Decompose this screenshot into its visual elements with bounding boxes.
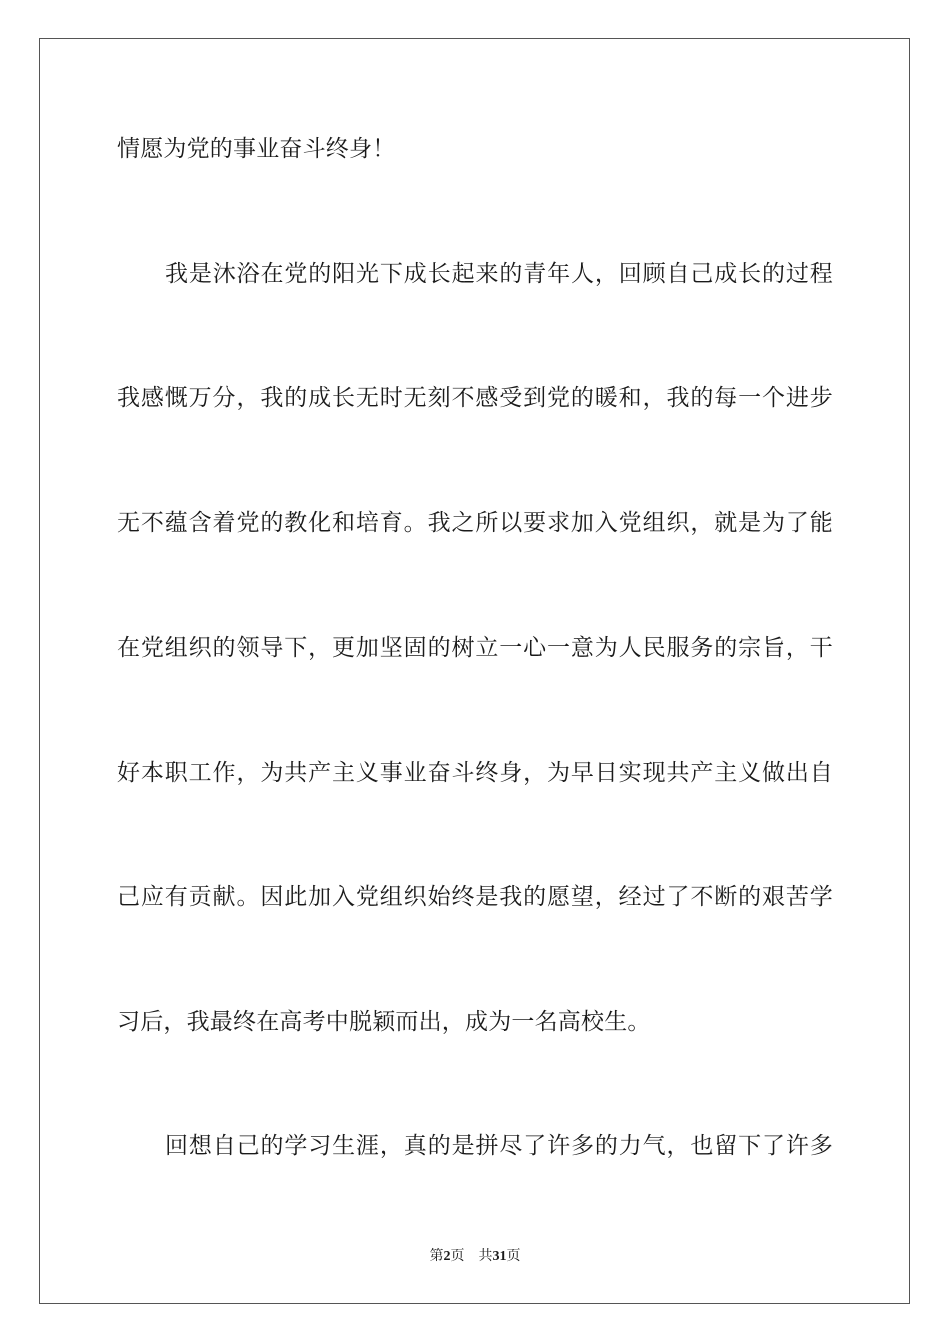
page-border — [39, 38, 910, 1304]
text-line-5: 在党组织的领导下，更加坚固的树立一心一意为人民服务的宗旨，干 — [117, 635, 833, 661]
total-prefix: 共 — [478, 1248, 493, 1264]
text-line-2: 我是沐浴在党的阳光下成长起来的青年人，回顾自己成长的过程 — [165, 261, 833, 287]
text-line-3: 我感慨万分，我的成长无时无刻不感受到党的暖和，我的每一个进步 — [117, 385, 833, 411]
text-line-1: 情愿为党的事业奋斗终身！ — [117, 136, 396, 162]
total-suffix: 页 — [506, 1248, 521, 1264]
page-suffix: 页 — [450, 1248, 465, 1264]
page-number: 2 — [443, 1249, 451, 1264]
text-line-7: 己应有贡献。因此加入党组织始终是我的愿望，经过了不断的艰苦学 — [117, 884, 833, 910]
text-line-9: 回想自己的学习生涯，真的是拼尽了许多的力气，也留下了许多 — [165, 1133, 833, 1159]
text-line-8: 习后，我最终在高考中脱颖而出，成为一名高校生。 — [117, 1009, 651, 1035]
total-pages: 31 — [492, 1249, 507, 1264]
page-footer — [0, 1246, 950, 1267]
text-line-4: 无不蕴含着党的教化和培育。我之所以要求加入党组织，就是为了能 — [117, 510, 833, 536]
page-prefix: 第 — [429, 1248, 444, 1264]
text-line-6: 好本职工作，为共产主义事业奋斗终身，为早日实现共产主义做出自 — [117, 760, 833, 786]
